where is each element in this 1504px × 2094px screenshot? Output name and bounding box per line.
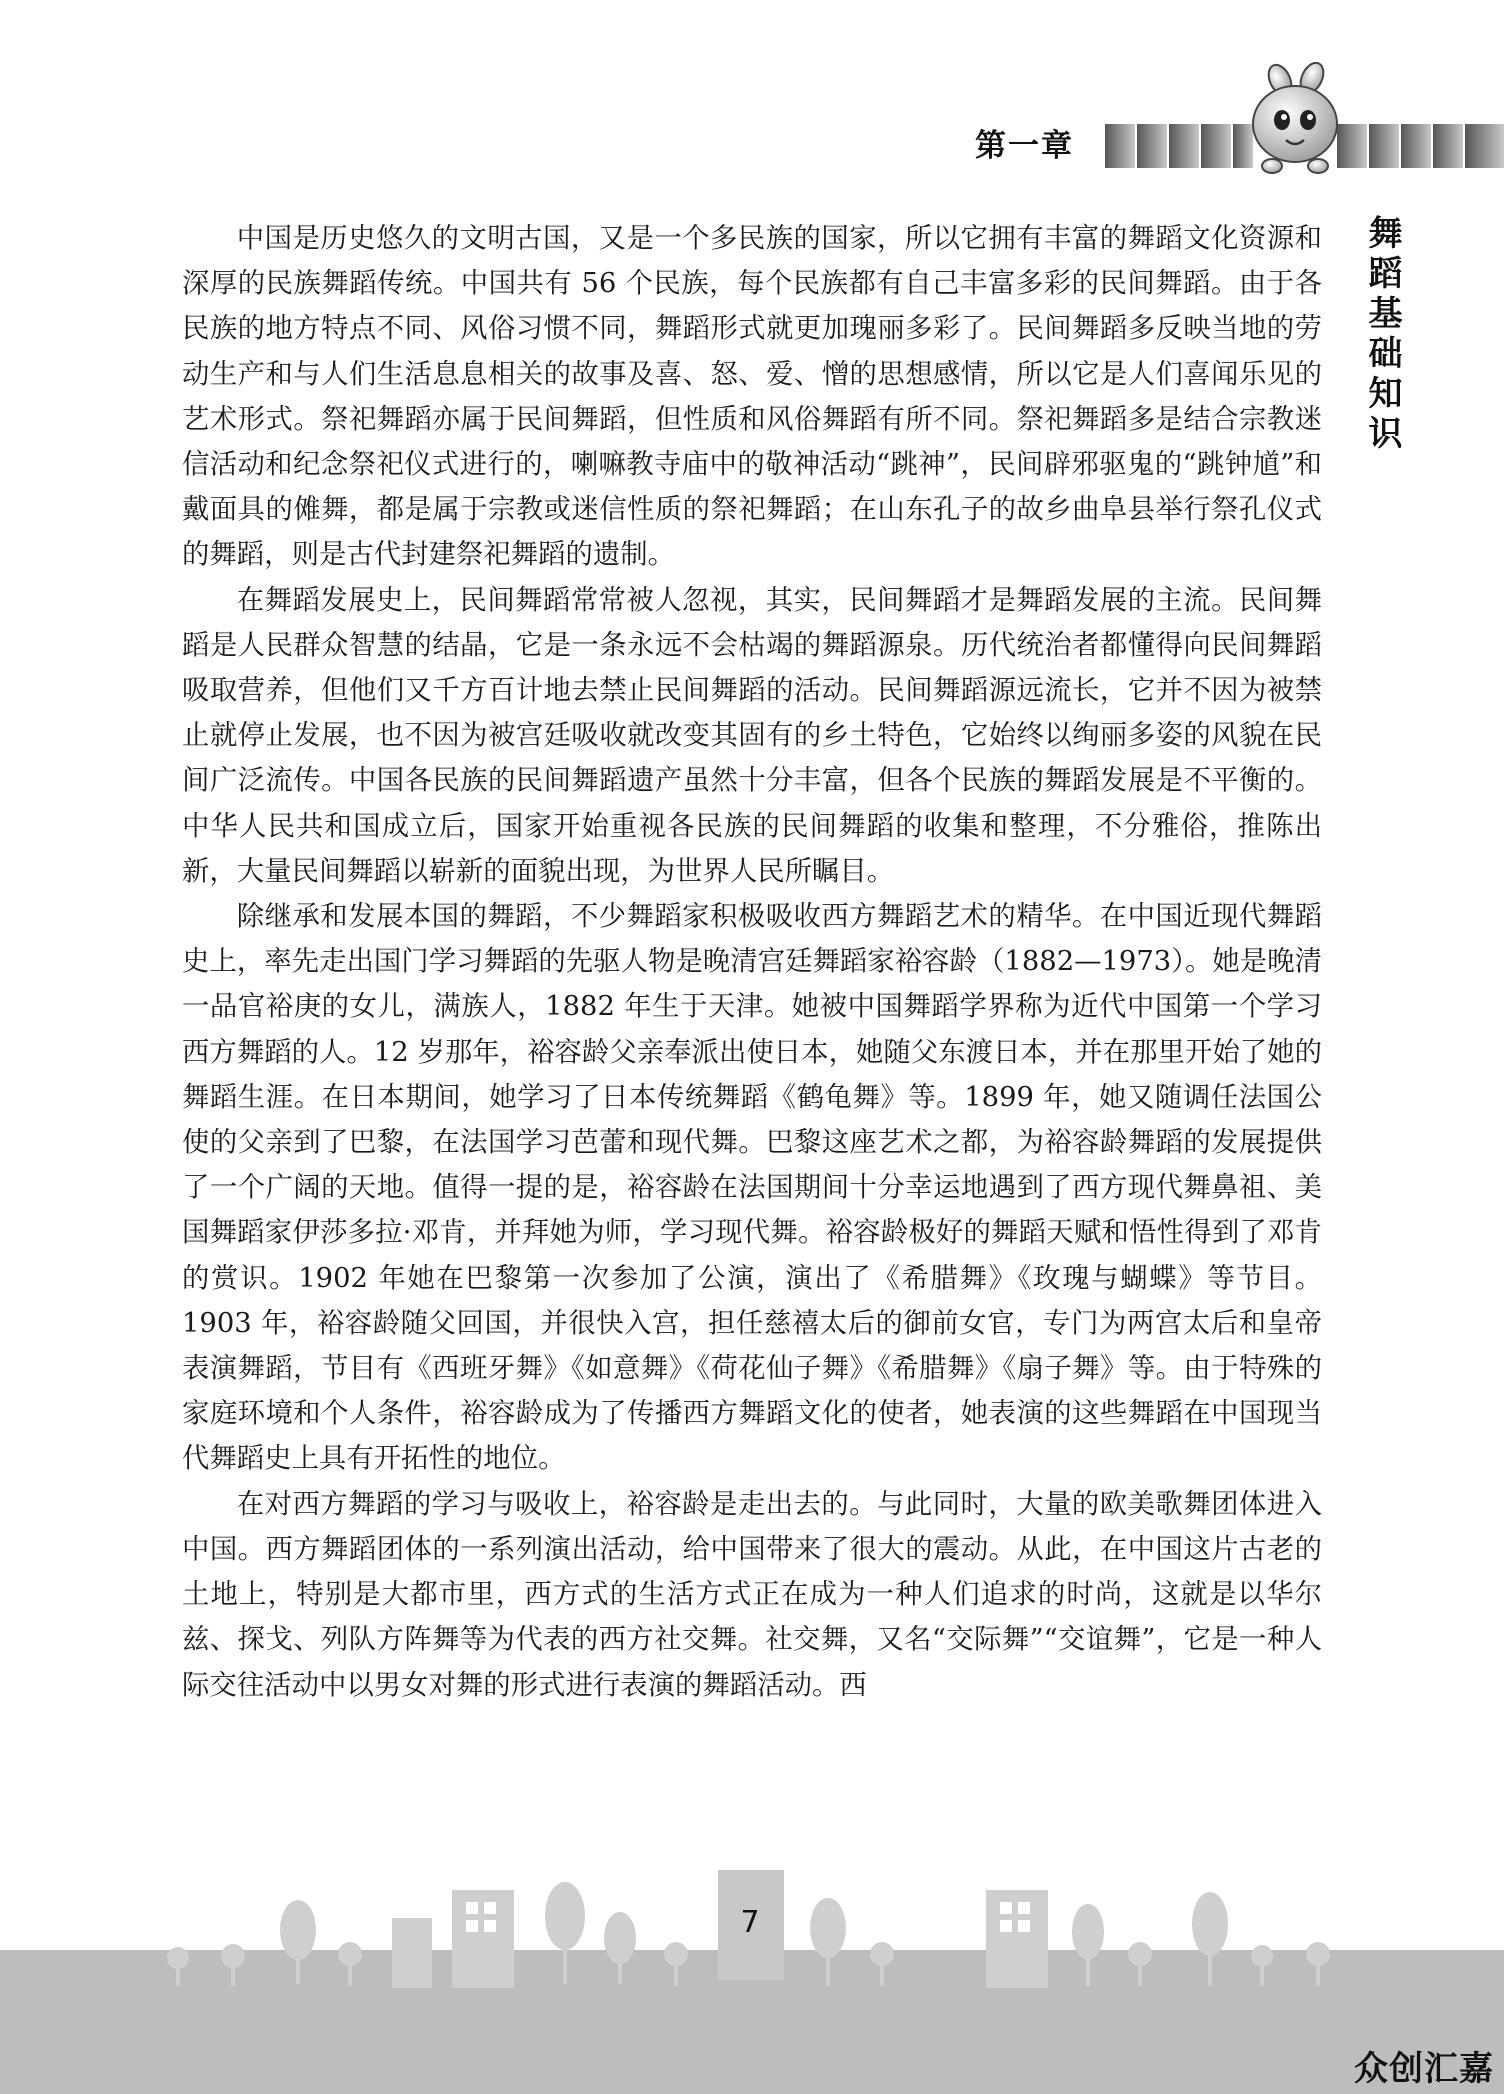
paragraph: 在舞蹈发展史上，民间舞蹈常常被人忽视，其实，民间舞蹈才是舞蹈发展的主流。民间舞蹈是人民群众智慧的结晶，它是一条永远不会枯竭的舞蹈源泉。历代统治者都懂得向民间舞蹈吸取营养，但他们又千方百计地去禁止民间舞蹈的活动。民间舞蹈源远流长，它并不因为被禁止就停止发展，也不因为被宫廷吸收就改变其固有的乡土特色，它始终以绚丽多姿的风貌在民间广泛流传。中国各民族的民间舞蹈遗产虽然十分丰富，但各个民族的舞蹈发展是不平衡的。中华人民共和国成立后，国家开始重视各民族的民间舞蹈的收集和整理，不分雅俗，推陈出新，大量民间舞蹈以崭新的面貌出现，为世界人民所瞩目。 bbox=[182, 584, 1322, 887]
paragraph: 中国是历史悠久的文明古国，又是一个多民族的国家，所以它拥有丰富的舞蹈文化资源和深厚的民族舞蹈传统。中国共有 56 个民族，每个民族都有自己丰富多彩的民间舞蹈。由于各民族的地方特点不同、风俗习惯不同，舞蹈形式就更加瑰丽多彩了。民间舞蹈多反映当地的劳动生产和与人们生活息息相关的故事及喜、怒、爱、憎的思想感情，所以它是人们喜闻乐见的艺术形式。祭祀舞蹈亦属于民间舞蹈，但性质和风俗舞蹈有所不同。祭祀舞蹈多是结合宗教迷信活动和纪念祭祀仪式进行的，喇嘛教寺庙中的敬神活动“跳神”，民间辟邪驱鬼的“跳钟馗”和戴面具的傩舞，都是属于宗教或迷信性质的祭祀舞蹈；在山东孔子的故乡曲阜县举行祭孔仪式的舞蹈，则是古代封建祭祀舞蹈的遗制。 bbox=[182, 223, 1322, 571]
footer-cityscape bbox=[0, 1870, 1504, 2094]
watermark: 众创汇嘉 bbox=[1354, 2049, 1494, 2089]
side-title: 舞蹈基础知识 bbox=[1362, 215, 1402, 455]
page-number: 7 bbox=[740, 1905, 760, 1940]
paragraph: 除继承和发展本国的舞蹈，不少舞蹈家积极吸收西方舞蹈艺术的精华。在中国近现代舞蹈史上，率先走出国门学习舞蹈的先驱人物是晚清宫廷舞蹈家裕容龄（1882—1973）。她是晚清一品官裕庚的女儿，满族人，1882 年生于天津。她被中国舞蹈学界称为近代中国第一个学习西方舞蹈的人。12 岁那年，裕容龄父亲奉派出使日本，她随父东渡日本，并在那里开始了她的舞蹈生涯。在日本期间，她学习了日本传统舞蹈《鹤龟舞》等。1899 年，她又随调任法国公使的父亲到了巴黎，在法国学习芭蕾和现代舞。巴黎这座艺术之都，为裕容龄舞蹈的发展提供了一个广阔的天地。值得一提的是，裕容龄在法国期间十分幸运地遇到了西方现代舞鼻祖、美国舞蹈家伊莎多拉·邓肯，并拜她为师，学习现代舞。裕容龄极好的舞蹈天赋和悟性得到了邓肯的赏识。1902 年她在巴黎第一次参加了公演，演出了《希腊舞》《玫瑰与蝴蝶》等节目。1903 年，裕容龄随父回国，并很快入宫，担任慈禧太后的御前女官，专门为两宫太后和皇帝表演舞蹈，节目有《西班牙舞》《如意舞》《荷花仙子舞》《希腊舞》《扇子舞》等。由于特殊的家庭环境和个人条件，裕容龄成为了传播西方舞蹈文化的使者，她表演的这些舞蹈在中国现当代舞蹈史上具有开拓性的地位。 bbox=[182, 901, 1322, 1475]
paragraph: 在对西方舞蹈的学习与吸收上，裕容龄是走出去的。与此同时，大量的欧美歌舞团体进入中国。西方舞蹈团体的一系列演出活动，给中国带来了很大的震动。从此，在中国这片古老的土地上，特别是大都市里，西方式的生活方式正在成为一种人们追求的时尚，这就是以华尔兹、探戈、列队方阵舞等为代表的西方社交舞。社交舞，又名“交际舞”“交谊舞”，它是一种人际交往活动中以男女对舞的形式进行表演的舞蹈活动。西 bbox=[182, 1488, 1322, 1701]
mascot-icon bbox=[1240, 62, 1350, 180]
body-text bbox=[182, 216, 1322, 1708]
chapter-title: 第一章 bbox=[975, 128, 1074, 164]
